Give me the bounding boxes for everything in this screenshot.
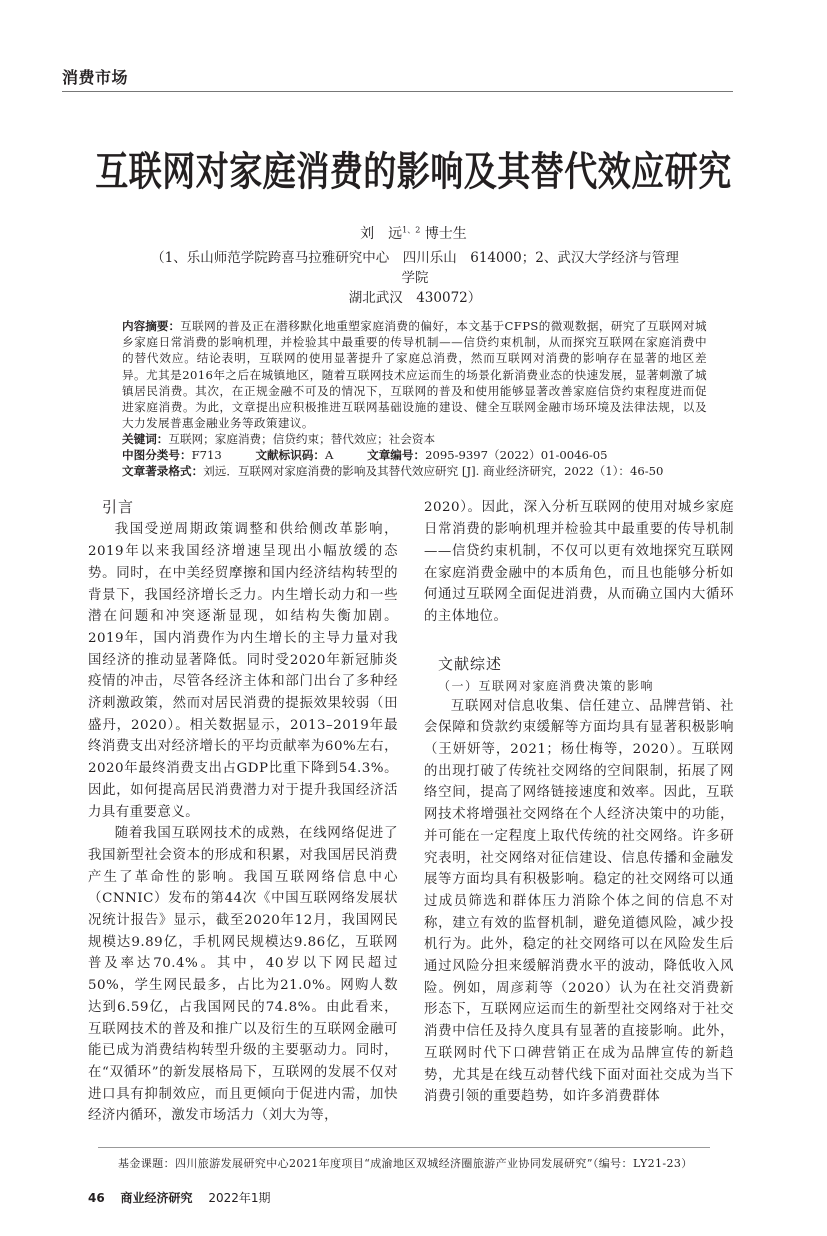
intro-heading: 引言 (102, 498, 135, 517)
left-column (88, 497, 398, 1127)
author-title: 博士生 (424, 226, 467, 242)
keywords-text: 互联网；家庭消费；信贷约束；替代效应；社会资本 (168, 432, 436, 447)
intro-paragraph-2: 随着我国互联网技术的成熟，在线网络促进了我国新型社会资本的形成和积累，对我国居民消费产生了革命性的影响。我国互联网络信息中心（CNNIC）发布的第44次《中国互联网络发展状况统计报告》显示，截至2020年12月，我国网民规模达9.89亿，手机网民规模达9.86亿，互联网普及率达70.4%。其中，40岁以下网民超过50%，学生网民最多，占比为21.0%。网购人数达到6.59亿，占我国网民的74.8%。由此看来，互联网技术的普及和推广以及衍生的互联网金融可能已成为消费结构转型升级的主要驱动力。同时，在“双循环”的新发展格局下，互联网的发展不仅对进口具有抑制效应，而且更倾向于促进内需，加快经济内循环，激发市场活力（刘大为等， (88, 826, 398, 1124)
abstract (122, 318, 707, 431)
classification-line (122, 447, 707, 463)
fund-footnote: 基金课题：四川旅游发展研究中心2021年度项目“成渝地区双城经济圈旅游产业协同发展研究”（编号：LY21-23） (118, 1157, 693, 1171)
right-column (424, 497, 734, 1108)
intro-paragraph-1: 我国受逆周期政策调整和供给侧改革影响，2019年以来我国经济增速呈现出小幅放缓的态势。同时，在中美经贸摩擦和国内经济结构转型的背景下，我国经济增长乏力。内生增长动力和一些潜在问题和冲突逐渐显现，如结构失衡加剧。2019年，国内消费作为内生增长的主导力量对我国经济的推动显著降低。同时受2020年新冠肺炎疫情的冲击，尽管各经济主体和部门出台了多种经济刺激政策，然而对居民消费的提振效果较弱（田盛丹，2020）。相关数据显示，2013–2019年最终消费支出对经济增长的平均贡献率为60%左右，2020年最终消费支出占GDP比重下降到54.3%。因此，如何提高居民消费潜力对于提升我国经济活力具有重要意义。 (88, 522, 398, 820)
keywords (122, 431, 707, 447)
section-header: 消费市场 (62, 68, 129, 87)
journal-name: 商业经济研究 (120, 1191, 193, 1206)
front-matter (122, 318, 707, 479)
review-paragraph-1: 互联网对信息收集、信任建立、品牌营销、社会保障和贷款约束缓解等方面均具有显著积极影响（王妍妍等，2021；杨仕梅等，2020）。互联网的出现打破了传统社交网络的空间限制，拓展了网络空间，提高了网络链接速度和效率。因此，互联网技术将增强社交网络在个人经济决策中的功能，并可能在一定程度上取代传统的社交网络。许多研究表明，社交网络对征信建设、信息传播和金融发展等方面均具有积极影响。稳定的社交网络可以通过成员筛选和群体压力消除个体之间的信息不对称，建立有效的监督机制，避免道德风险，减少投机行为。此外，稳定的社交网络可以在风险发生后通过风险分担来缓解消费水平的波动，降低收入风险。例如，周彦莉等（2020）认为在社交消费新形态下，互联网应运而生的新型社交网络对于社交消费中信任及持久度具有显著的直接影响。此外，互联网时代下口碑营销正在成为品牌宣传的新趋势，尤其是在线互动替代线下面对面社交成为当下消费引领的重要趋势，如许多消费群体 (424, 698, 734, 1105)
footnote-rule (98, 1147, 710, 1148)
affiliation-line-2: 湖北武汉 430072） (348, 290, 482, 306)
body-columns (88, 497, 733, 1127)
doc-code-label: 文献标识码： (255, 448, 326, 463)
review-heading: 文献综述 (438, 654, 503, 673)
article-title: 互联网对家庭消费的影响及其替代效应研究 (95, 148, 732, 195)
keywords-label: 关键词： (122, 432, 169, 447)
citation-label: 文章著录格式： (122, 464, 204, 479)
author-affiliation-marks: 1、2 (402, 225, 421, 235)
article-no-label: 文章编号： (367, 448, 426, 463)
affiliation-line-1: （1、乐山师范学院跨喜马拉雅研究中心 四川乐山 614000；2、武汉大学经济与管理学院 (151, 250, 679, 286)
citation-text: 刘远．互联网对家庭消费的影响及其替代效应研究 [J]. 商业经济研究，2022（1）：46-50 (203, 464, 664, 479)
citation-line (122, 463, 707, 479)
clc-label: 中图分类号： (122, 448, 192, 463)
abstract-text: 互联网的普及正在潜移默化地重塑家庭消费的偏好，本文基于CFPS的微观数据，研究了互联网对城乡家庭日常消费的影响机理，并检验其中最重要的传导机制——信贷约束机制，从而探究互联网在家庭消费中的替代效应。结论表明，互联网的使用显著提升了家庭总消费，然而互联网对消费的影响存在显著的地区差异。尤其是2016年之后在城镇地区，随着互联网技术应运而生的场景化新消费业态的快速发展，显著刺激了城镇居民消费。其次，在正规金融不可及的情况下，互联网的普及和使用能够显著改善家庭信贷约束程度进而促进家庭消费。为此，文章提出应积极推进互联网基础设施的建设、健全互联网金融市场环境及法律法规，以及大力发展普惠金融业务等政策建议。 (122, 319, 707, 431)
page-footer (88, 1190, 733, 1206)
review-subheading-1: （一）互联网对家庭消费决策的影响 (438, 678, 655, 693)
abstract-label: 内容摘要： (122, 319, 181, 333)
header-rule (62, 91, 733, 92)
author-line (0, 224, 827, 244)
clc-value: F713 (191, 448, 222, 463)
doc-code-value: A (325, 448, 334, 463)
affiliation (150, 248, 680, 308)
issue: 2022年1期 (208, 1191, 271, 1206)
page-number: 46 (88, 1191, 105, 1206)
author-name: 刘 远 (360, 226, 403, 242)
article-no-value: 2095-9397（2022）01-0046-05 (425, 448, 608, 463)
intro-paragraph-2-continued: 2020）。因此，深入分析互联网的使用对城乡家庭日常消费的影响机理并检验其中最重要的传导机制——信贷约束机制，不仅可以更有效地探究互联网在家庭消费金融中的本质角色，而且也能够分析如何通过互联网全面促进消费，从而确立国内大循环的主体地位。 (424, 500, 734, 624)
